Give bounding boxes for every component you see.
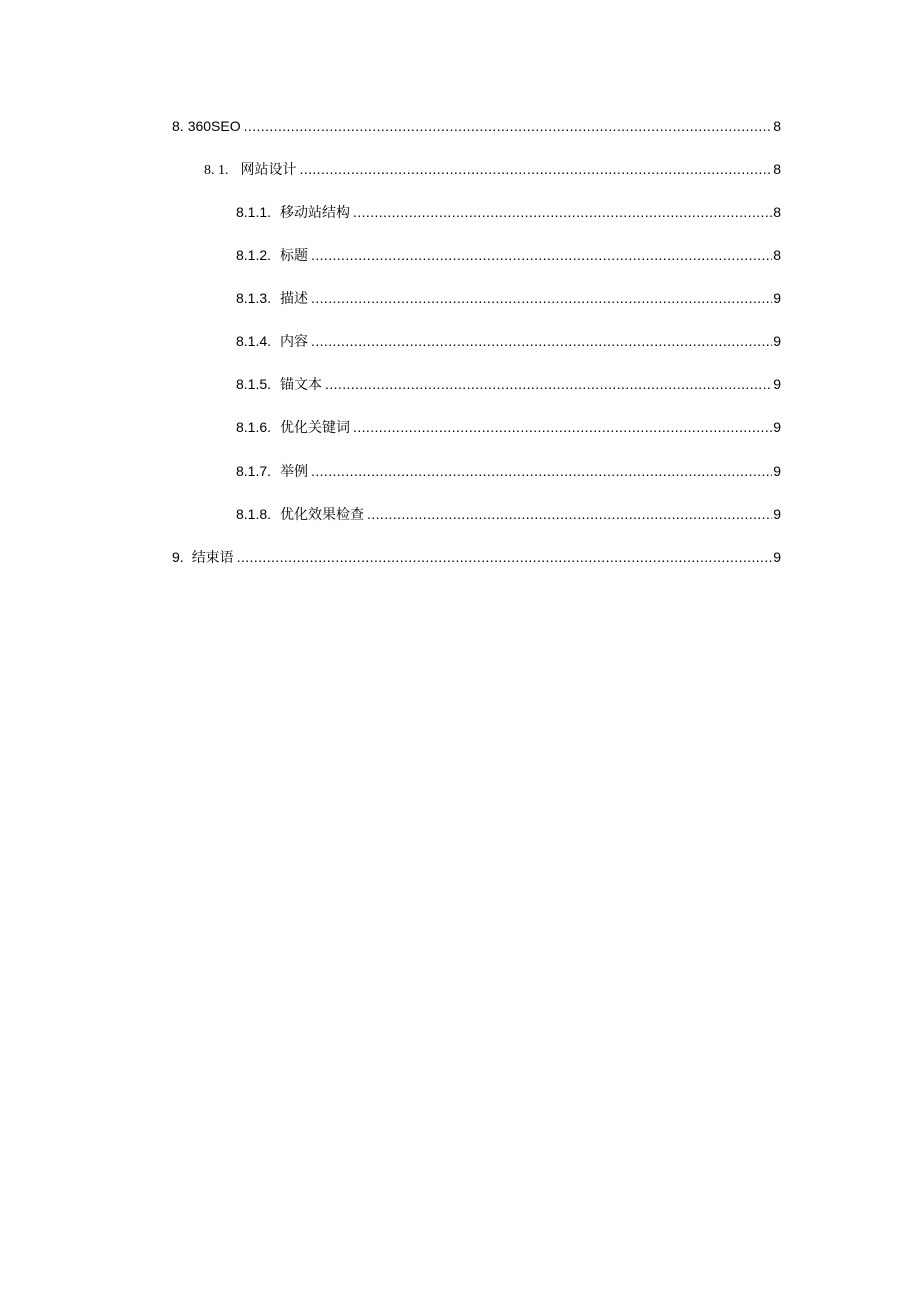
toc-entry-title-tag[interactable] [236,246,781,264]
toc-entry-360seo[interactable] [172,117,781,135]
toc-entry-number: 8.1.7. [236,463,272,479]
toc-page-number: 8 [773,161,781,177]
toc-entry-title: 举例 [280,464,309,480]
toc-dot-leader [353,203,772,221]
toc-dot-leader [311,332,772,350]
toc-page-number: 8 [773,118,781,134]
toc-dot-leader [237,548,773,566]
toc-entry-example[interactable] [236,462,781,480]
toc-dot-leader [244,117,773,135]
toc-dot-leader [311,462,772,480]
toc-entry-title: 优化效果检查 [280,507,365,523]
toc-entry-title: 标题 [280,248,309,264]
toc-page-number: 8 [773,247,781,263]
toc-dot-leader [300,160,773,178]
toc-entry-optimize-keywords[interactable] [236,418,781,436]
toc-page-number: 9 [773,463,781,479]
toc-page-number: 9 [773,549,781,565]
toc-entry-title: 360SEO [187,118,241,134]
toc-page-number: 9 [773,506,781,522]
toc-entry-mobile-site-structure[interactable] [236,203,781,221]
toc-entry-number: 8. 1. [204,163,229,178]
toc-entry-website-design[interactable] [204,160,781,178]
toc-entry-number: 8.1.2. [236,247,272,263]
toc-entry-number: 8.1.4. [236,333,272,349]
toc-entry-conclusion[interactable] [172,548,781,566]
toc-entry-number: 8.1.3. [236,290,272,306]
toc-entry-title: 优化关键词 [280,420,351,436]
toc-dot-leader [325,375,772,393]
toc-entry-number: 8.1.1. [236,204,272,220]
toc-entry-title: 结束语 [191,550,234,566]
toc-entry-anchor-text[interactable] [236,375,781,393]
toc-dot-leader [311,246,772,264]
toc-entry-number: 9. [172,549,184,565]
toc-entry-title: 锚文本 [280,377,323,393]
toc-entry-number: 8.1.6. [236,419,272,435]
toc-page-number: 9 [773,290,781,306]
toc-page-number: 8 [773,204,781,220]
toc-entry-title: 内容 [280,334,309,350]
toc-page-number: 9 [773,419,781,435]
toc-entry-title: 移动站结构 [280,205,351,221]
toc-entry-number: 8.1.8. [236,506,272,522]
toc-page-number: 9 [773,333,781,349]
toc-entry-description[interactable] [236,289,781,307]
toc-dot-leader [311,289,772,307]
toc-page-number: 9 [773,376,781,392]
toc-entry-title: 描述 [280,291,309,307]
toc-entry-content[interactable] [236,332,781,350]
toc-dot-leader [367,505,772,523]
toc-dot-leader [353,418,772,436]
toc-entry-title: 网站设计 [240,162,297,178]
toc-entry-number: 8.1.5. [236,376,272,392]
toc-entry-number: 8. [172,118,184,134]
toc-entry-optimization-check[interactable] [236,505,781,523]
